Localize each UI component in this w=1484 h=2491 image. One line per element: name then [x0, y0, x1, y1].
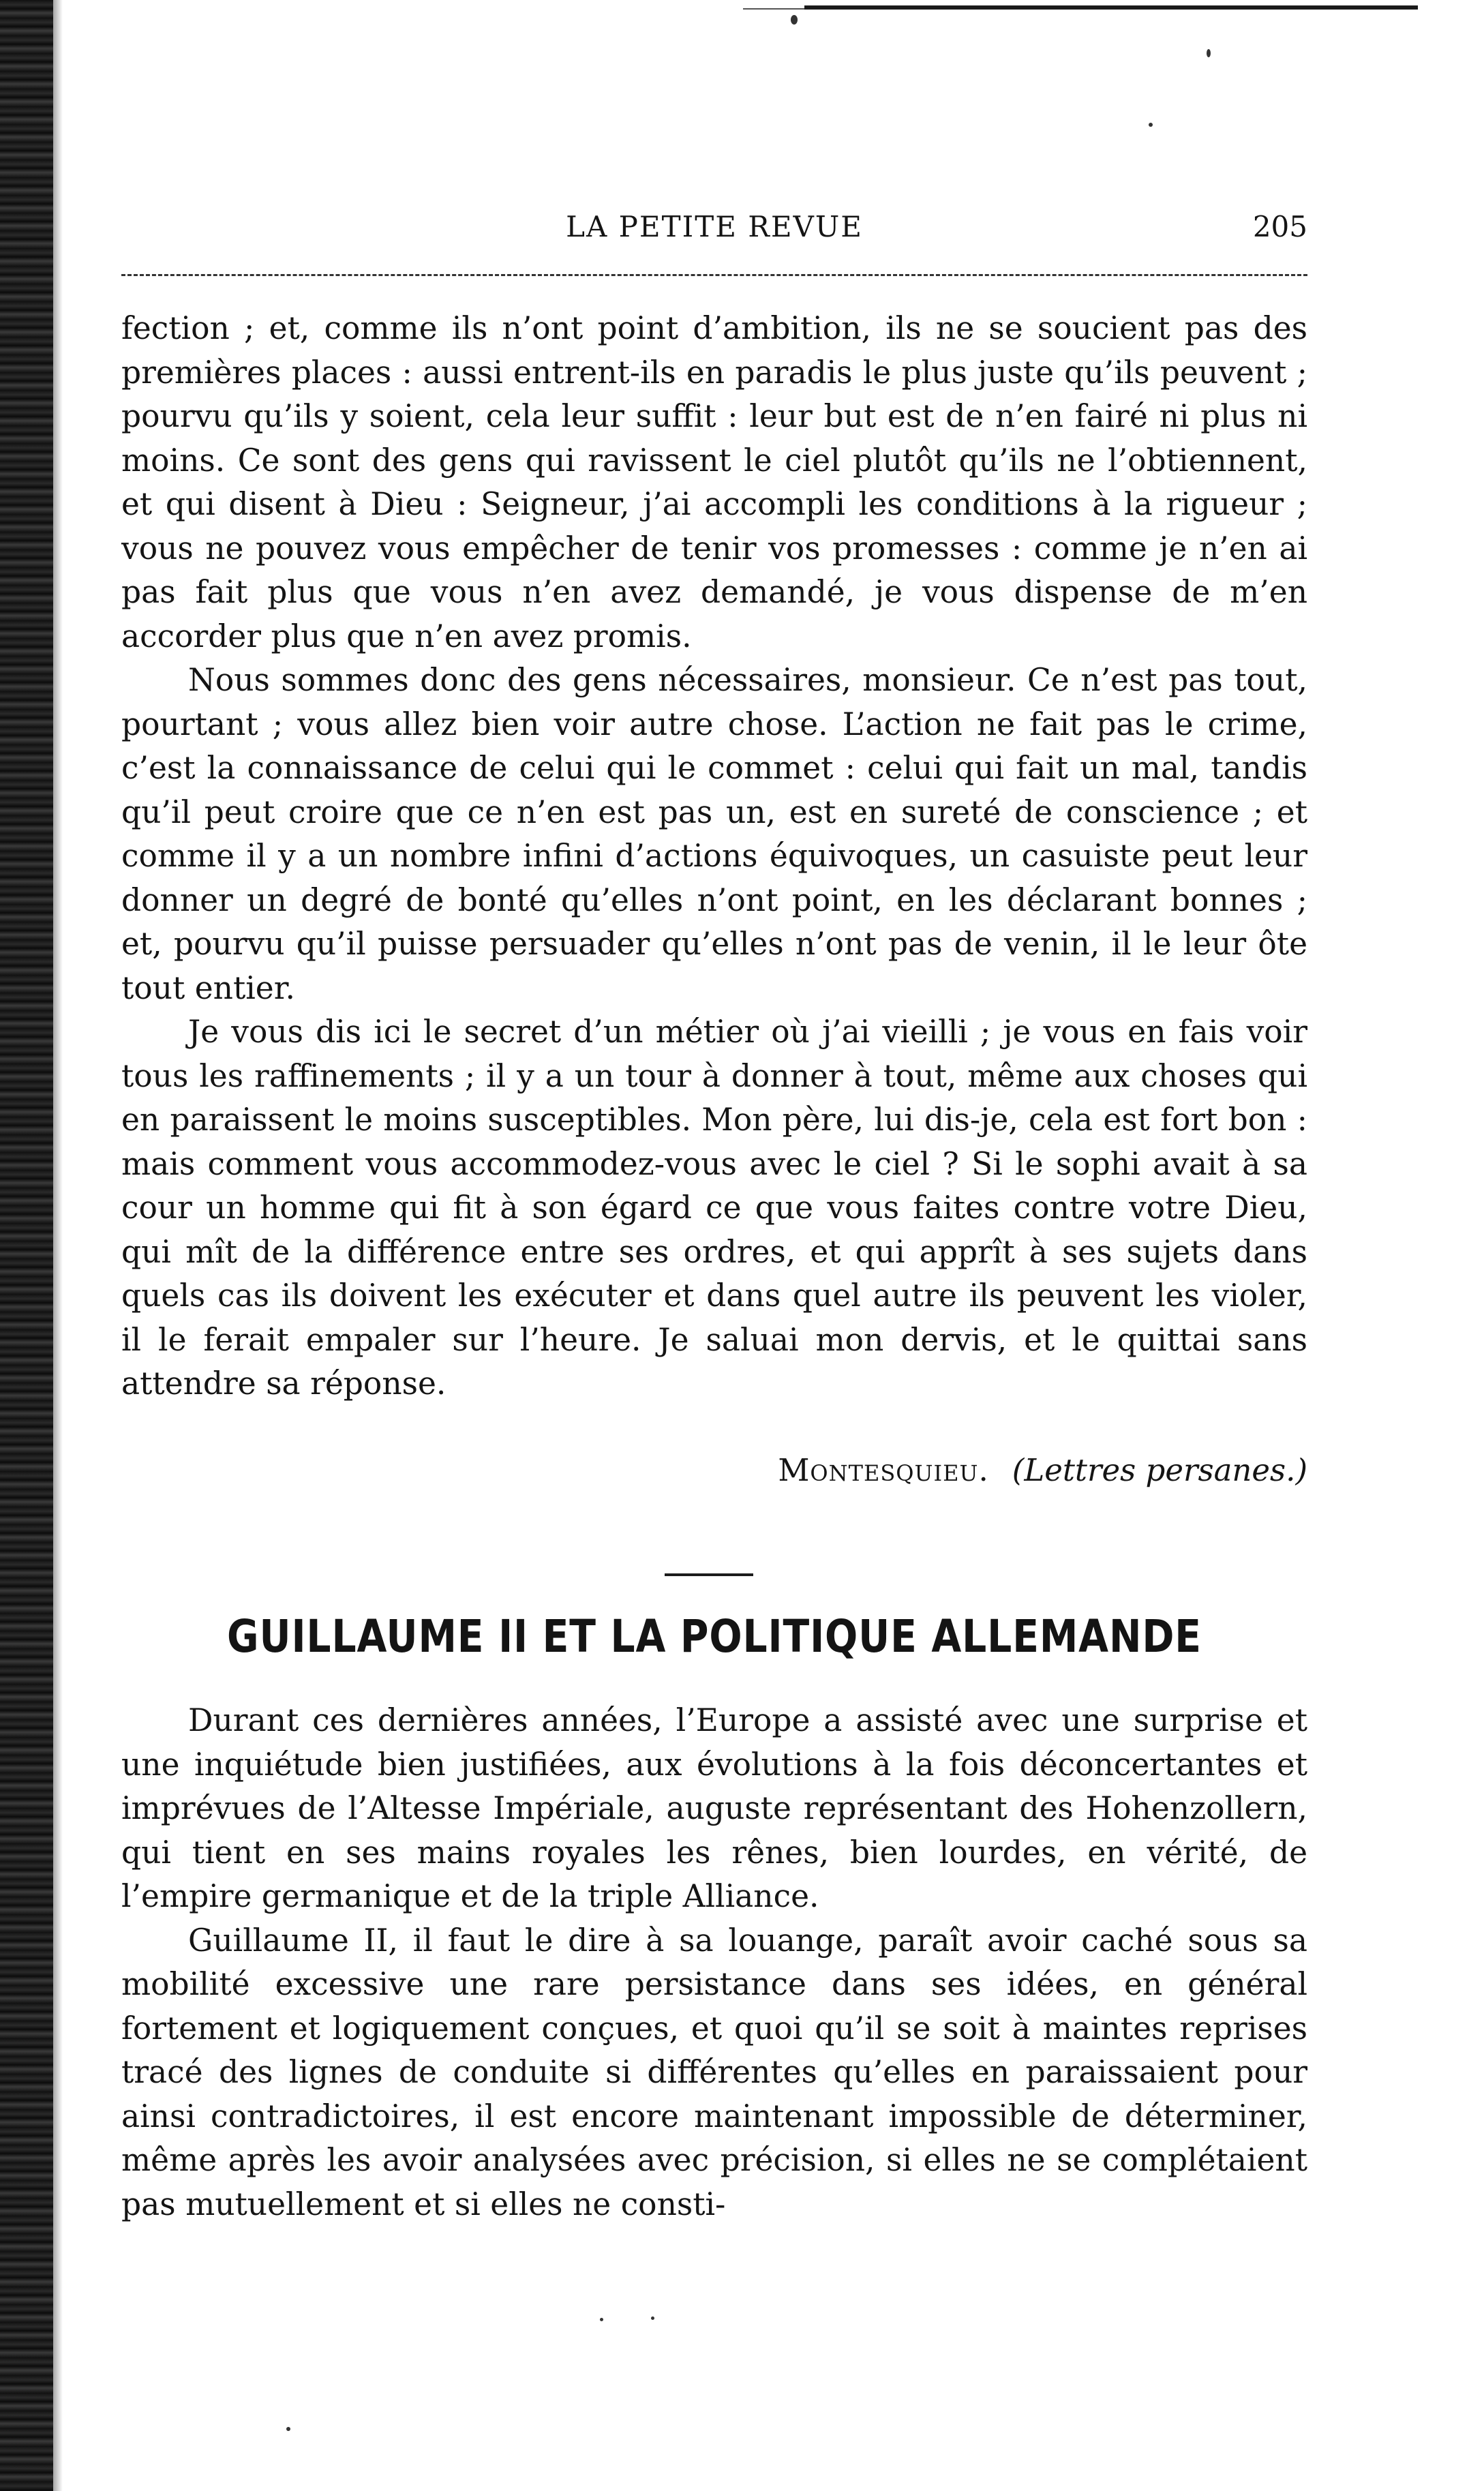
work-title: (Lettres persanes.): [1012, 1452, 1307, 1488]
excerpt-attribution: [778, 1452, 1307, 1488]
scan-speck: [1149, 123, 1153, 127]
scan-speck: [1207, 49, 1211, 57]
article-paragraph: Durant ces dernières années, l’Europe a assisté avec une surprise et une inquiétude bien justifiées, aux évolutions à la fois déconcertantes et imprévues de l’Altesse Impériale, auguste représentant des Hohenzollern, qui tient en ses mains royales les rênes, bien lourdes, en vérité, de l’empire germanique et de la triple Alliance.: [121, 1702, 1307, 1914]
excerpt-paragraph: fection ; et, comme ils n’ont point d’ambition, ils ne se soucient pas des premières places : aussi entrent-ils en paradis le plus juste qu’ils peuvent ; pourvu qu’ils y soient, cela leur suffit : leur but est de n’en fairé ni plus ni moins. Ce sont des gens qui ravissent le ciel plutôt qu’ils ne l’obtiennent, et qui disent à Dieu : Seigneur, j’ai accompli les conditions à la rigueur ; vous ne pouvez vous empêcher de tenir vos promesses : comme je n’en ai pas fait plus que vous n’en avez demandé, je vous dispense de m’en accorder plus que n’en avez promis.: [121, 310, 1307, 654]
section-separator: [665, 1573, 753, 1576]
article-paragraph: Guillaume II, il faut le dire à sa louange, paraît avoir caché sous sa mobilité excessive une rare persistance dans ses idées, en général fortement et logiquement conçues, et quoi qu’il se soit à maintes reprises tracé des lignes de conduite si différentes qu’elles en paraissaient pour ainsi contradictoires, il est encore maintenant impossible de déterminer, même après les avoir analysées avec précision, si elles ne se complétaient pas mutuellement et si elles ne consti-: [121, 1922, 1307, 2222]
top-edge-rule: [804, 5, 1418, 10]
book-gutter: [0, 0, 53, 2491]
header-rule: [121, 274, 1307, 276]
excerpt-paragraph: Nous sommes donc des gens nécessaires, monsieur. Ce n’est pas tout, pourtant ; vous allez bien voir autre chose. L’action ne fait pas le crime, c’est la connaissance de celui qui le commet : celui qui fait un mal, tandis qu’il peut croire que ce n’en est pas un, est en sureté de conscience ; et comme il y a un nombre infini d’actions équivoques, un casuiste peut leur donner un degré de bonté qu’elles n’ont point, en les déclarant bonnes ; et, pourvu qu’il puisse persuader qu’elles n’ont pas de venin, il le leur ôte tout entier.: [121, 662, 1307, 1006]
article-title: GUILLAUME II ET LA POLITIQUE ALLEMANDE: [227, 1610, 1202, 1663]
scan-speck: [286, 2427, 290, 2431]
excerpt-body: [121, 307, 1307, 1406]
scan-speck: [651, 2316, 654, 2320]
top-edge-rule-thin: [743, 8, 804, 10]
page-header: [121, 210, 1307, 254]
running-title: LA PETITE REVUE: [566, 210, 863, 243]
excerpt-paragraph: Je vous dis ici le secret d’un métier où j’ai vieilli ; je vous en fais voir tous les raffinements ; il y a un tour à donner à tout, même aux choses qui en paraissent le moins susceptibles. Mon père, lui dis-je, cela est fort bon : mais comment vous accommodez-vous avec le ciel ? Si le sophi avait à sa cour un homme qui fit à son égard ce que vous faites contre votre Dieu, qui mît de la différence entre ses ordres, et qui apprît à ses sujets dans quels cas ils doivent les exécuter et dans quel autre ils peuvent les violer, il le ferait empaler sur l’heure. Je saluai mon dervis, et le quittai sans attendre sa réponse.: [121, 1014, 1307, 1402]
article-body: [121, 1699, 1307, 2226]
page-number: 205: [1252, 210, 1307, 243]
scan-speck: [791, 15, 798, 25]
author-name: Montesquieu.: [778, 1452, 989, 1488]
scan-speck: [600, 2318, 603, 2321]
